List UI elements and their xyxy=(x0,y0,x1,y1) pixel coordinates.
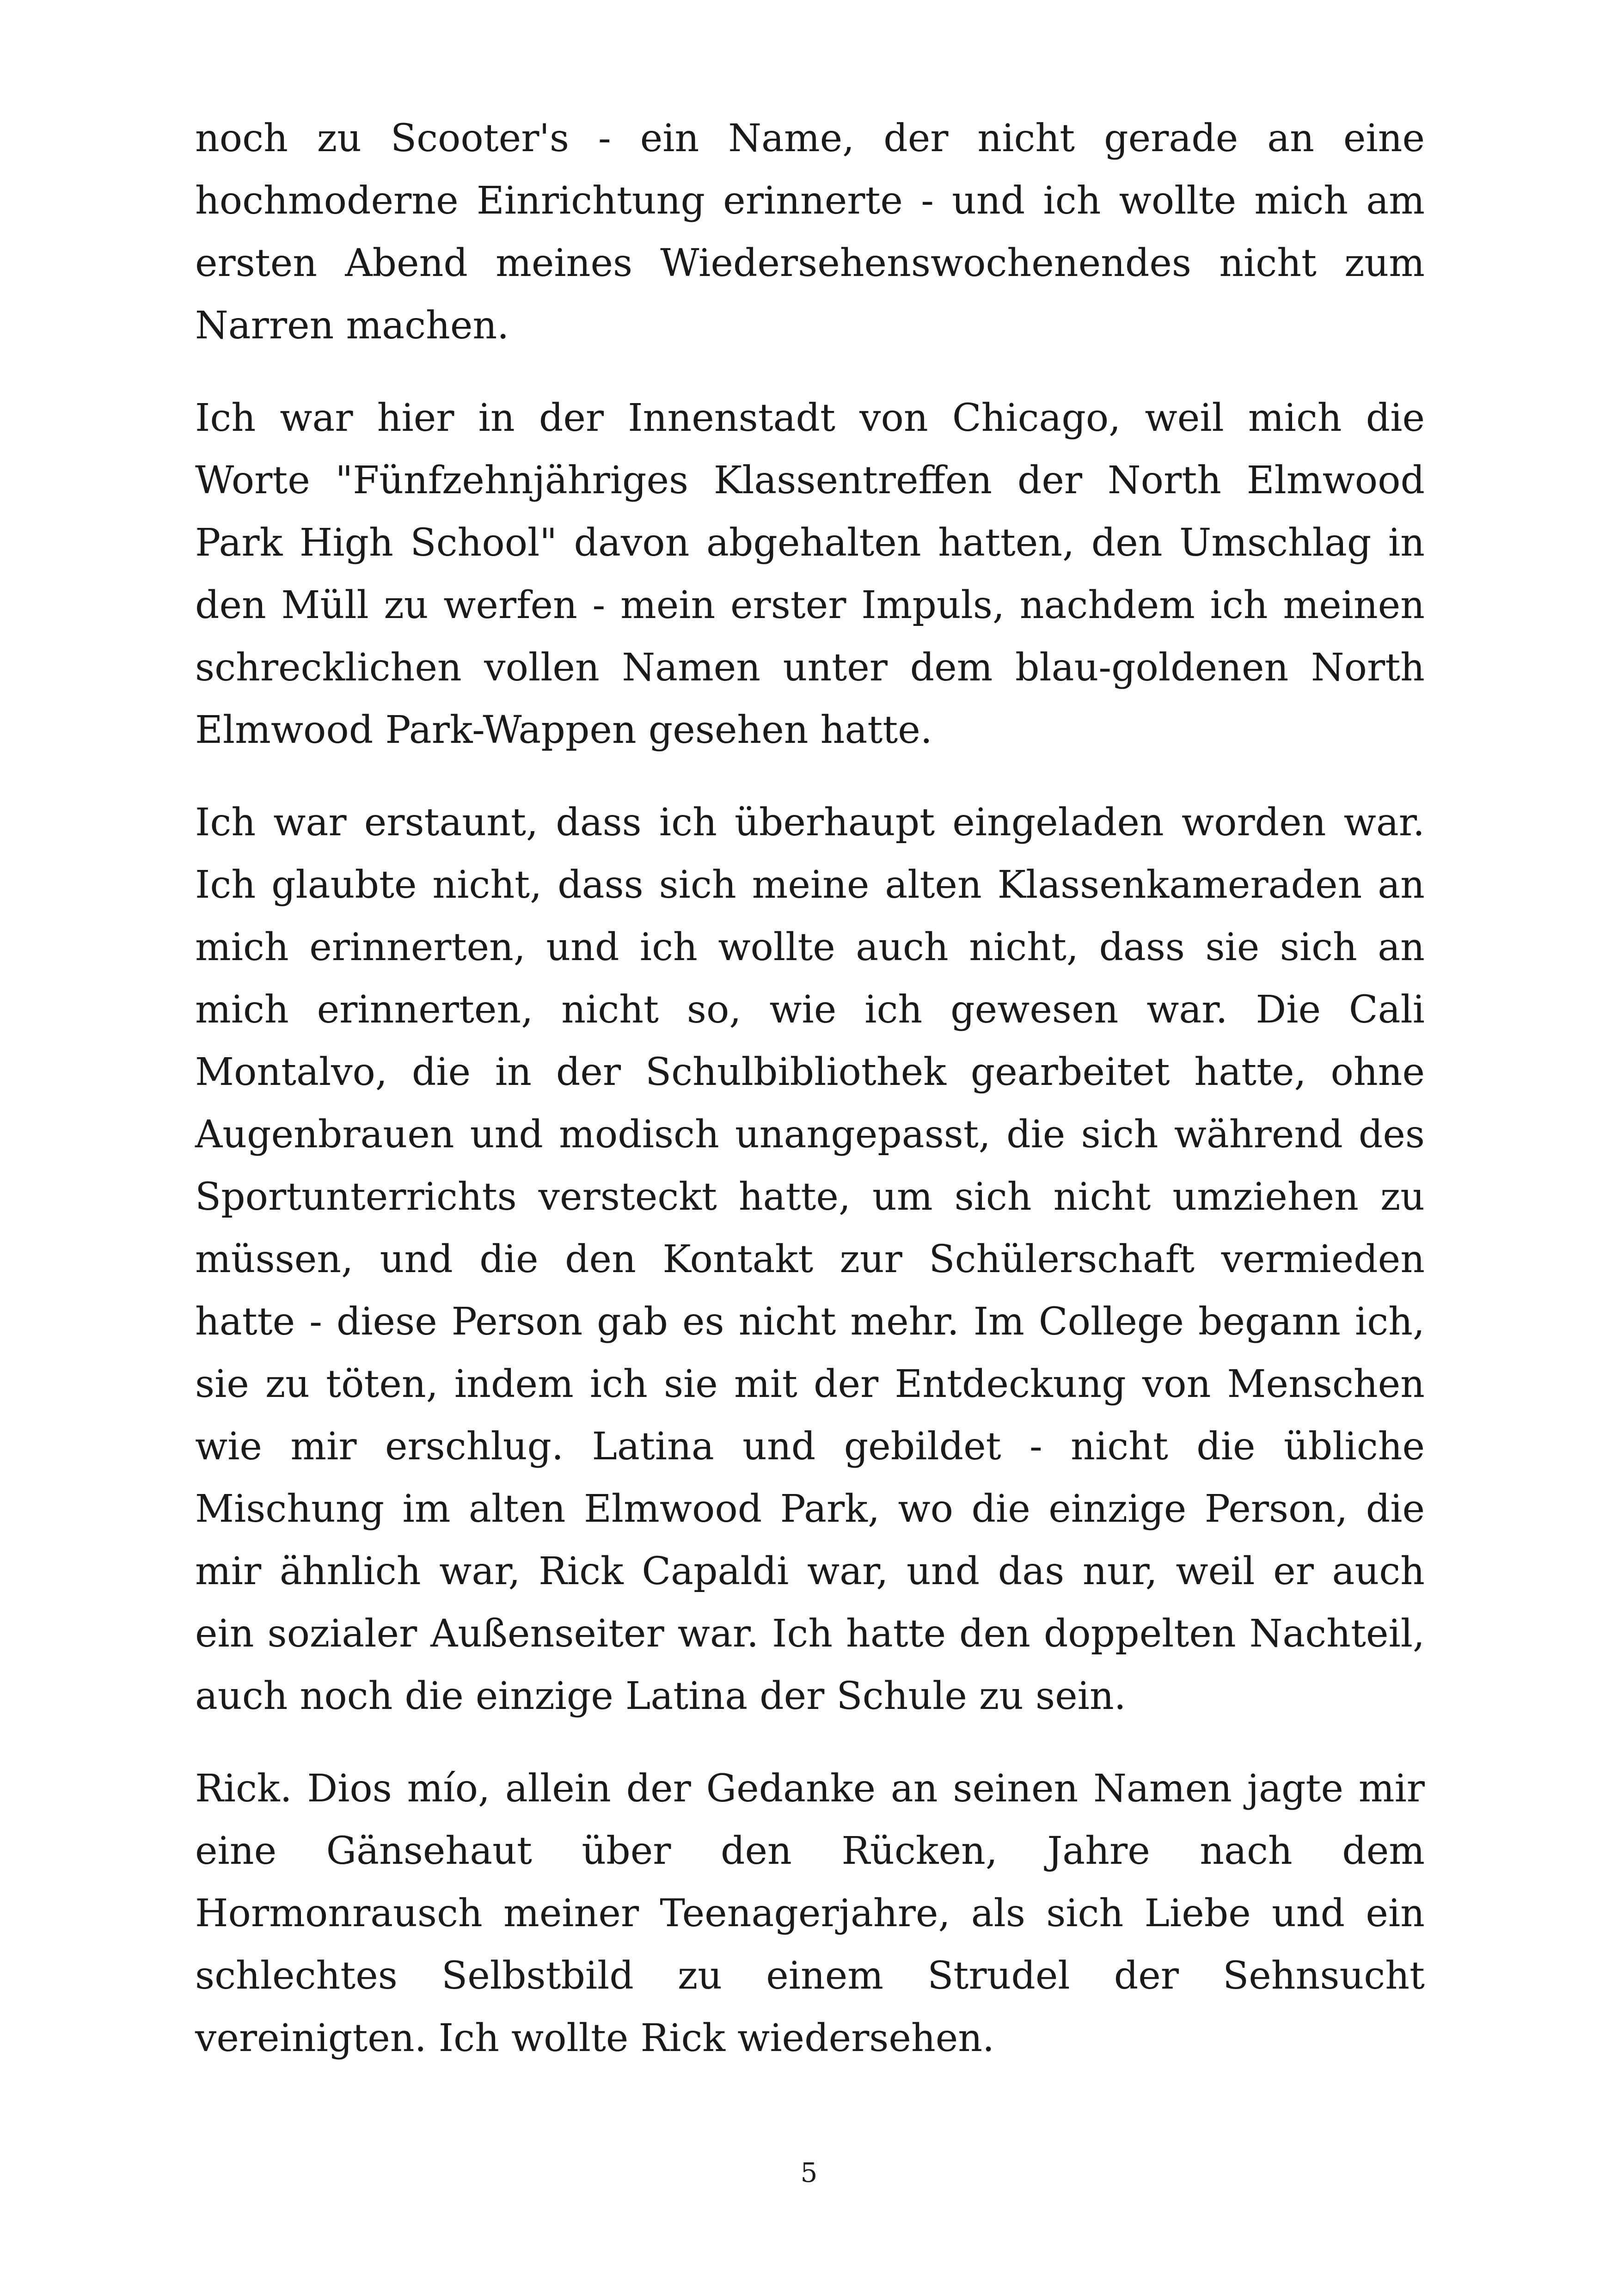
paragraph: Ich war hier in der Innenstadt von Chicago, weil mich die Worte "Fünfzehnjähriges Klassentreffen der North Elmwood Park High School" davon abgehalten hatten, den Umschlag in den Müll zu werfen - mein erster Impuls, nachdem ich meinen schrecklichen vollen Namen unter dem blau-goldenen North Elmwood Park-Wappen gesehen hatte. xyxy=(195,396,1425,752)
page-number: 5 xyxy=(800,2157,818,2188)
paragraph: noch zu Scooter's - ein Name, der nicht gerade an eine hochmoderne Einrichtung erinnerte - und ich wollte mich am ersten Abend meines Wiedersehenswochenendes nicht zum Narren machen. xyxy=(195,116,1425,348)
paragraph: Ich war erstaunt, dass ich überhaupt eingeladen worden war. Ich glaubte nicht, dass sich meine alten Klassenkameraden an mich erinnerten, und ich wollte auch nicht, dass sie sich an mich erinnerten, nicht so, wie ich gewesen war. Die Cali Montalvo, die in der Schulbibliothek gearbeitet hatte, ohne Augenbrauen und modisch unangepasst, die sich während des Sportunterrichts versteckt hatte, um sich nicht umziehen zu müssen, und die den Kontakt zur Schülerschaft vermieden hatte - diese Person gab es nicht mehr. Im College begann ich, sie zu töten, indem ich sie mit der Entdeckung von Menschen wie mir erschlug. Latina und gebildet - nicht die übliche Mischung im alten Elmwood Park, wo die einzige Person, die mir ähnlich war, Rick Capaldi war, und das nur, weil er auch ein sozialer Außenseiter war. Ich hatte den doppelten Nachteil, auch noch die einzige Latina der Schule zu sein. xyxy=(195,801,1425,1718)
paragraph: Rick. Dios mío, allein der Gedanke an seinen Namen jagte mir eine Gänsehaut über den Rücken, Jahre nach dem Hormonrausch meiner Teenagerjahre, als sich Liebe und ein schlechtes Selbstbild zu einem Strudel der Sehnsucht vereinigten. Ich wollte Rick wiedersehen. xyxy=(195,1767,1425,2060)
body-text xyxy=(195,107,1425,2069)
